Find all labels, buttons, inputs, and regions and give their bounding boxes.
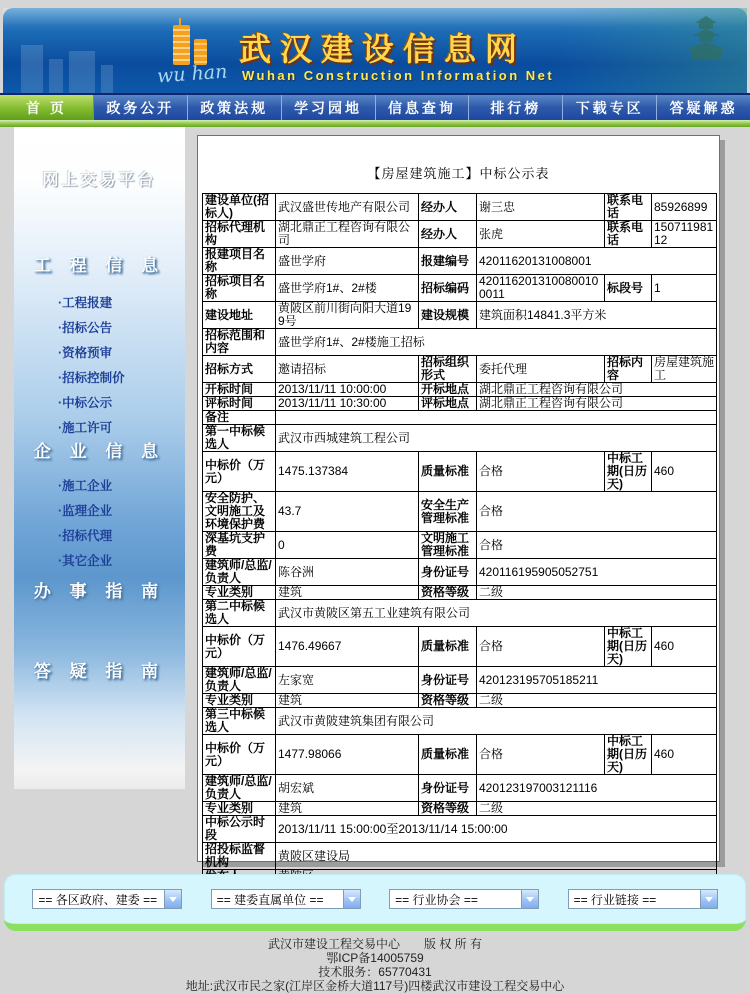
table-row <box>203 816 717 843</box>
table-label-cell: 建筑师/总监/负责人 <box>203 559 276 586</box>
table-label-cell: 联系电话 <box>605 221 652 248</box>
table-value-cell: 420123195705185211 <box>477 667 717 694</box>
table-label-cell: 中标工期(日历天) <box>605 735 652 775</box>
table-label-cell: 中标公示时段 <box>203 816 276 843</box>
table-value-cell: 二级 <box>477 802 717 816</box>
district-gov-dropdown[interactable] <box>32 889 182 909</box>
table-value-cell: 建筑 <box>276 802 419 816</box>
table-value-cell: 武汉盛世传地产有限公司 <box>276 194 419 221</box>
table-row <box>203 383 717 397</box>
industry-links-dropdown-label: == 行业链接 == <box>573 892 657 907</box>
table-label-cell: 第二中标候选人 <box>203 600 276 627</box>
table-row <box>203 694 717 708</box>
sidebar <box>14 127 185 789</box>
chevron-down-icon[interactable] <box>700 890 717 908</box>
table-value-cell: 合格 <box>477 452 605 492</box>
table-value-cell: 1475.137384 <box>276 452 419 492</box>
nav-tab-home[interactable]: 首 页 <box>0 95 94 120</box>
table-label-cell: 深基坑支护费 <box>203 532 276 559</box>
site-subtitle: Wuhan Construction Information Net <box>242 68 555 83</box>
table-label-cell: 招标方式 <box>203 356 276 383</box>
nav-tab-info-query[interactable]: 信息查询 <box>376 95 470 120</box>
table-label-cell: 备注 <box>203 411 276 425</box>
table-label-cell: 评标地点 <box>419 397 477 411</box>
table-label-cell: 中标工期(日历天) <box>605 627 652 667</box>
table-label-cell: 招标内容 <box>605 356 652 383</box>
sidebar-item-construction-enterprise[interactable]: ·施工企业 <box>58 479 113 493</box>
industry-links-dropdown[interactable] <box>568 889 718 909</box>
table-label-cell: 中标价（万元） <box>203 735 276 775</box>
footer-tech-support: 技术服务：65770431 <box>318 965 432 979</box>
chevron-down-icon[interactable] <box>164 890 181 908</box>
table-value-cell: 盛世学府1#、2#楼 <box>276 275 419 302</box>
bid-publicity-table <box>202 193 717 884</box>
content-panel <box>197 135 720 869</box>
bid-table-body <box>203 194 717 884</box>
table-label-cell: 安全生产管理标准 <box>419 492 477 532</box>
quick-links-bar <box>4 874 746 931</box>
nav-tab-ranking[interactable]: 排行榜 <box>469 95 563 120</box>
table-label-cell: 专业类别 <box>203 694 276 708</box>
sidebar-item-supervision-enterprise[interactable]: ·监理企业 <box>58 504 113 518</box>
table-row <box>203 194 717 221</box>
chevron-down-icon[interactable] <box>343 890 360 908</box>
table-row <box>203 532 717 559</box>
nav-tab-faq[interactable]: 答疑解惑 <box>657 95 750 120</box>
footer-address: 地址:武汉市民之家(江岸区金桥大道117号)四楼武汉市建设工程交易中心 <box>185 979 565 993</box>
table-value-cell: 黄陂区前川街向阳大道199号 <box>276 302 419 329</box>
table-label-cell: 招标范围和内容 <box>203 329 276 356</box>
table-label-cell: 建设规模 <box>419 302 477 329</box>
table-value-cell: 15071198112 <box>652 221 717 248</box>
site-title: 武汉建设信息网 <box>239 30 527 68</box>
table-row <box>203 708 717 735</box>
nav-tab-gov-affairs[interactable]: 政务公开 <box>94 95 188 120</box>
table-label-cell: 资格等级 <box>419 802 477 816</box>
sidebar-section-qa-guide[interactable]: 答 疑 指 南 <box>33 662 166 681</box>
table-value-cell: 房屋建筑施工 <box>652 356 717 383</box>
table-label-cell: 资格等级 <box>419 694 477 708</box>
table-label-cell: 标段号 <box>605 275 652 302</box>
table-row <box>203 425 717 452</box>
table-row <box>203 248 717 275</box>
industry-association-dropdown[interactable] <box>389 889 539 909</box>
table-label-cell: 专业类别 <box>203 586 276 600</box>
sidebar-item-other-enterprise[interactable]: ·其它企业 <box>58 554 113 568</box>
table-label-cell: 建筑师/总监/负责人 <box>203 775 276 802</box>
table-row <box>203 397 717 411</box>
table-row <box>203 667 717 694</box>
table-row <box>203 586 717 600</box>
table-value-cell: 武汉市黄陂建筑集团有限公司 <box>276 708 717 735</box>
table-row <box>203 600 717 627</box>
table-value-cell: 0 <box>276 532 419 559</box>
nav-tab-downloads[interactable]: 下载专区 <box>563 95 657 120</box>
table-row <box>203 302 717 329</box>
table-label-cell: 身份证号 <box>419 667 477 694</box>
commission-units-dropdown[interactable] <box>211 889 361 909</box>
table-row <box>203 411 717 425</box>
table-value-cell: 谢三忠 <box>477 194 605 221</box>
table-label-cell: 招投标监督机构 <box>203 843 276 870</box>
table-value-cell: 左家宽 <box>276 667 419 694</box>
table-value-cell: 邀请招标 <box>276 356 419 383</box>
table-label-cell: 评标时间 <box>203 397 276 411</box>
nav-tab-learning[interactable]: 学习园地 <box>282 95 376 120</box>
sidebar-item-prequalification[interactable]: ·资格预审 <box>58 346 113 360</box>
table-value-cell <box>276 411 717 425</box>
logo-script: wu han <box>156 60 229 88</box>
sidebar-item-bid-announcement[interactable]: ·招标公告 <box>58 321 113 335</box>
table-value-cell: 二级 <box>477 586 717 600</box>
table-value-cell: 建筑面积14841.3平方米 <box>477 302 717 329</box>
sidebar-item-bid-control-price[interactable]: ·招标控制价 <box>58 371 125 385</box>
table-value-cell: 4201162013100800100011 <box>477 275 605 302</box>
table-value-cell: 460 <box>652 627 717 667</box>
table-value-cell: 陈谷洲 <box>276 559 419 586</box>
table-row <box>203 735 717 775</box>
sidebar-item-project-filing[interactable]: ·工程报建 <box>58 296 113 310</box>
table-row <box>203 452 717 492</box>
table-value-cell: 1 <box>652 275 717 302</box>
table-label-cell: 中标价（万元） <box>203 452 276 492</box>
table-value-cell: 武汉市西城建筑工程公司 <box>276 425 717 452</box>
table-row <box>203 329 717 356</box>
table-label-cell: 质量标准 <box>419 735 477 775</box>
table-label-cell: 身份证号 <box>419 559 477 586</box>
table-value-cell: 420116195905052751 <box>477 559 717 586</box>
table-value-cell: 420123197003121116 <box>477 775 717 802</box>
table-value-cell: 二级 <box>477 694 717 708</box>
table-value-cell: 2013/11/11 15:00:00至2013/11/14 15:00:00 <box>276 816 717 843</box>
main-nav <box>0 93 750 120</box>
table-label-cell: 招标组织形式 <box>419 356 477 383</box>
table-value-cell: 42011620131008001 <box>477 248 717 275</box>
site-banner <box>3 8 747 93</box>
table-value-cell: 合格 <box>477 735 605 775</box>
nav-tab-policies[interactable]: 政策法规 <box>188 95 282 120</box>
table-value-cell: 建筑 <box>276 586 419 600</box>
table-label-cell: 招标代理机构 <box>203 221 276 248</box>
commission-units-dropdown-label: == 建委直属单位 == <box>216 892 324 907</box>
district-gov-dropdown-label: == 各区政府、建委 == <box>38 892 158 907</box>
table-row <box>203 221 717 248</box>
table-row <box>203 356 717 383</box>
table-value-cell: 湖北鼎正工程咨询有限公司 <box>477 397 717 411</box>
table-value-cell: 43.7 <box>276 492 419 532</box>
table-label-cell: 建筑师/总监/负责人 <box>203 667 276 694</box>
table-label-cell: 中标工期(日历天) <box>605 452 652 492</box>
table-value-cell: 合格 <box>477 627 605 667</box>
table-label-cell: 专业类别 <box>203 802 276 816</box>
table-value-cell: 武汉市黄陂区第五工业建筑有限公司 <box>276 600 717 627</box>
table-label-cell: 质量标准 <box>419 627 477 667</box>
table-label-cell: 身份证号 <box>419 775 477 802</box>
sidebar-item-bid-win-publicity[interactable]: ·中标公示 <box>58 396 113 410</box>
table-row <box>203 559 717 586</box>
page-title: 【房屋建筑施工】中标公示表 <box>367 166 550 181</box>
table-value-cell: 2013/11/11 10:00:00 <box>276 383 419 397</box>
table-label-cell: 报建项目名称 <box>203 248 276 275</box>
table-value-cell: 合格 <box>477 532 717 559</box>
table-row <box>203 627 717 667</box>
sidebar-section-project-info: 工 程 信 息 <box>33 256 166 275</box>
chevron-down-icon[interactable] <box>521 890 538 908</box>
table-label-cell: 文明施工管理标准 <box>419 532 477 559</box>
table-label-cell: 质量标准 <box>419 452 477 492</box>
table-label-cell: 开标地点 <box>419 383 477 397</box>
table-label-cell: 招标项目名称 <box>203 275 276 302</box>
sidebar-section-enterprise-info: 企 业 信 息 <box>33 442 166 461</box>
table-label-cell: 报建编号 <box>419 248 477 275</box>
table-value-cell: 建筑 <box>276 694 419 708</box>
table-value-cell: 1477.98066 <box>276 735 419 775</box>
table-label-cell: 联系电话 <box>605 194 652 221</box>
table-label-cell: 第一中标候选人 <box>203 425 276 452</box>
table-label-cell: 建设单位(招标人) <box>203 194 276 221</box>
footer-icp: 鄂ICP备14005759 <box>326 951 424 965</box>
table-value-cell: 盛世学府 <box>276 248 419 275</box>
table-row <box>203 843 717 870</box>
table-label-cell: 开标时间 <box>203 383 276 397</box>
sidebar-item-construction-permit[interactable]: ·施工许可 <box>58 421 113 435</box>
table-label-cell: 资格等级 <box>419 586 477 600</box>
table-value-cell: 460 <box>652 735 717 775</box>
table-label-cell: 第三中标候选人 <box>203 708 276 735</box>
table-value-cell: 黄陂区建设局 <box>276 843 717 870</box>
table-label-cell: 建设地址 <box>203 302 276 329</box>
table-value-cell: 2013/11/11 10:30:00 <box>276 397 419 411</box>
table-row <box>203 802 717 816</box>
sidebar-section-service-guide[interactable]: 办 事 指 南 <box>33 582 166 601</box>
page-footer <box>0 938 750 994</box>
building-logo-icon <box>155 21 229 88</box>
table-label-cell: 招标编码 <box>419 275 477 302</box>
table-value-cell: 460 <box>652 452 717 492</box>
footer-copyright: 武汉市建设工程交易中心 版 权 所 有 <box>267 937 482 951</box>
pagoda-icon <box>687 16 725 59</box>
table-value-cell: 85926899 <box>652 194 717 221</box>
sidebar-platform-header[interactable]: 网上交易平台 <box>42 172 157 189</box>
table-row <box>203 492 717 532</box>
table-value-cell: 委托代理 <box>477 356 605 383</box>
table-value-cell: 湖北鼎正工程咨询有限公司 <box>276 221 419 248</box>
table-value-cell: 1476.49667 <box>276 627 419 667</box>
table-value-cell: 张虎 <box>477 221 605 248</box>
table-label-cell: 中标价（万元） <box>203 627 276 667</box>
table-value-cell: 湖北鼎正工程咨询有限公司 <box>477 383 717 397</box>
industry-association-dropdown-label: == 行业协会 == <box>395 892 478 907</box>
table-label-cell: 经办人 <box>419 194 477 221</box>
table-label-cell: 经办人 <box>419 221 477 248</box>
table-label-cell: 安全防护、文明施工及环境保护费 <box>203 492 276 532</box>
table-row <box>203 775 717 802</box>
table-value-cell: 合格 <box>477 492 717 532</box>
nav-underline-bar <box>0 120 750 127</box>
sidebar-item-bidding-agency[interactable]: ·招标代理 <box>58 529 113 543</box>
table-value-cell: 胡宏斌 <box>276 775 419 802</box>
table-value-cell: 盛世学府1#、2#楼施工招标 <box>276 329 717 356</box>
table-row <box>203 275 717 302</box>
